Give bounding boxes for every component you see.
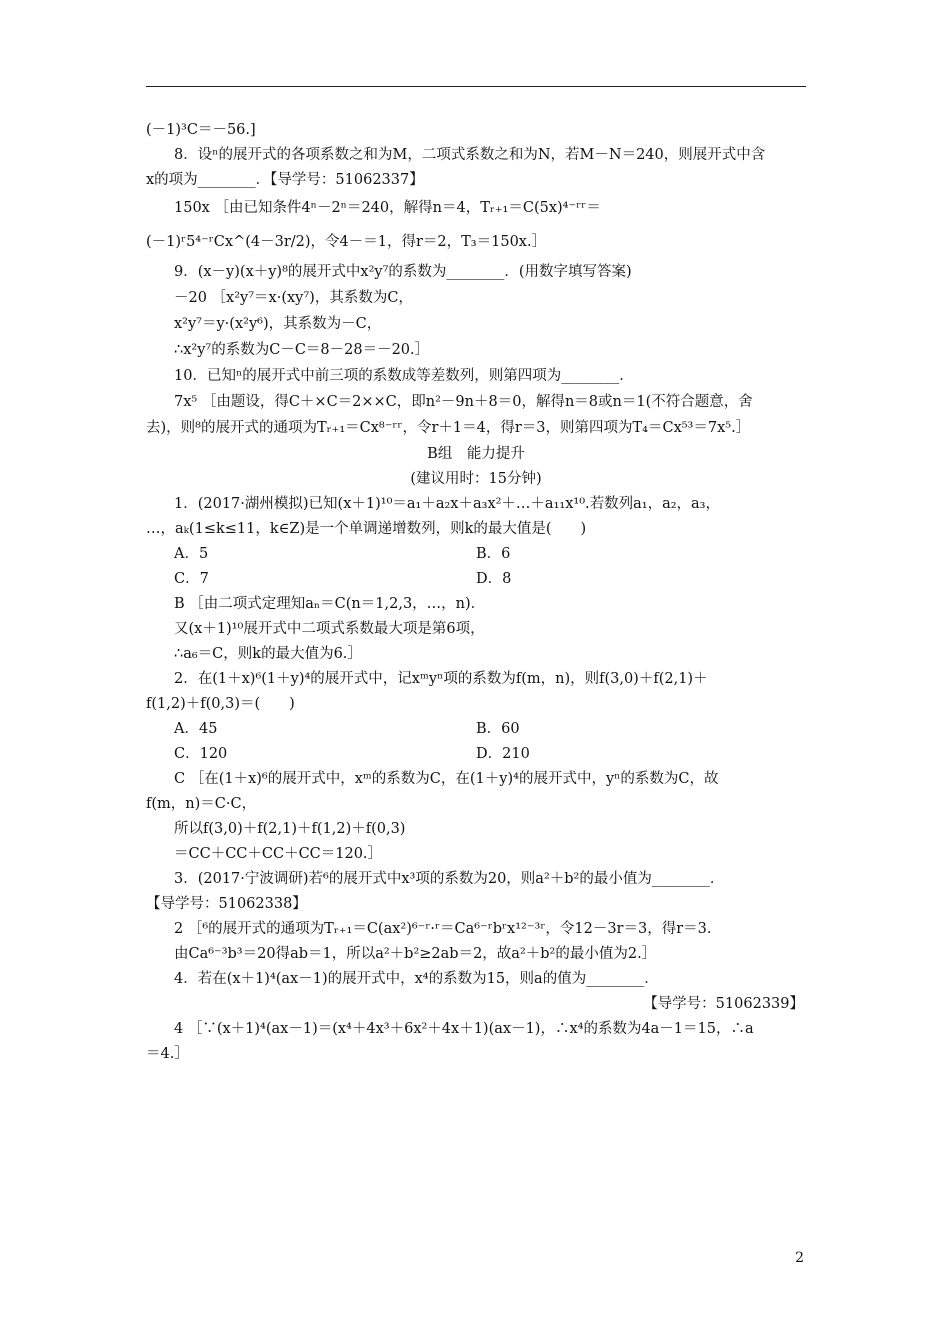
- option-b-text: D．210: [476, 746, 530, 762]
- header-rule: [146, 86, 806, 87]
- text-line: [174, 944, 656, 964]
- text-line: [146, 418, 750, 438]
- line-text: 7x⁵ ［由题设，得C＋×C＝2××C，即n²－9n＋8＝0，解得n＝8或n＝1(不符合题意，舍: [174, 394, 753, 410]
- text-line: [174, 919, 711, 939]
- text-line: [174, 340, 429, 360]
- line-text: 【导学号：51062338】: [146, 896, 307, 912]
- line-text: x的项为________．【导学号：51062337】: [146, 172, 424, 188]
- line-text: 2．在(1＋x)⁶(1＋y)⁴的展开式中，记xᵐyⁿ项的系数为f(m，n)，则f(3,0)＋f(2,1)＋: [174, 671, 708, 687]
- text-line: [146, 469, 806, 489]
- text-line: [174, 145, 765, 165]
- line-text: 1．(2017·湖州模拟)已知(x＋1)¹⁰＝a₁＋a₂x＋a₃x²＋…＋a₁₁x¹⁰.若数列a₁，a₂，a₃，: [174, 496, 720, 512]
- text-line: [174, 819, 405, 839]
- text-line: [174, 619, 485, 639]
- line-text: A．5: [174, 546, 209, 562]
- text-line: [146, 170, 424, 190]
- line-text: 10．已知ⁿ的展开式中前三项的系数成等差数列，则第四项为________．: [174, 368, 634, 384]
- text-line: [174, 569, 512, 589]
- text-line: [174, 544, 511, 564]
- line-text: B组 能力提升: [427, 446, 525, 462]
- line-text: 去)，则⁸的展开式的通项为Tᵣ₊₁＝Cx⁸⁻ʳʳ，令r＋1＝4，得r＝3，则第四项为T₄＝Cx⁵³＝7x⁵.］: [146, 420, 751, 436]
- text-line: [146, 120, 256, 140]
- line-text: ＝CC＋CC＋CC＋CC＝120.］: [174, 846, 383, 862]
- text-line: [146, 519, 586, 539]
- line-text: 4．若在(x＋1)⁴(ax－1)的展开式中，x⁴的系数为15，则a的值为________．: [174, 971, 659, 987]
- option-b-text: B．60: [476, 721, 520, 737]
- line-text: (－1)³C＝－56.]: [146, 122, 256, 138]
- text-line: [174, 366, 634, 386]
- line-text: 又(x＋1)¹⁰展开式中二项式系数最大项是第6项，: [174, 621, 485, 637]
- text-line: [174, 314, 381, 334]
- text-line: [146, 444, 806, 464]
- text-line: [174, 644, 362, 664]
- line-text: 9．(x－y)(x＋y)⁸的展开式中x²y⁷的系数为________．(用数字填写答案): [174, 264, 632, 280]
- line-text: 所以f(3,0)＋f(2,1)＋f(1,2)＋f(0,3): [174, 821, 406, 837]
- text-line: [146, 232, 546, 252]
- text-line: [174, 719, 520, 739]
- text-line: [174, 844, 382, 864]
- line-text: …，aₖ(1≤k≤11，k∈Z)是一个单调递增数列，则k的最大值是( ): [146, 521, 587, 537]
- line-text: ＝4.］: [146, 1046, 189, 1062]
- text-line: [174, 198, 601, 218]
- line-text: 3．(2017·宁波调研)若⁶的展开式中x³项的系数为20，则a²＋b²的最小值为________．: [174, 871, 725, 887]
- line-text: C ［在(1＋x)⁶的展开式中，xᵐ的系数为C，在(1＋y)⁴的展开式中，yⁿ的系数为C，故: [174, 771, 719, 787]
- text-line: [174, 392, 753, 412]
- line-text: 2 ［⁶的展开式的通项为Tᵣ₊₁＝C(ax²)⁶⁻ʳ·ʳ＝Ca⁶⁻ʳbʳx¹²⁻³ʳ，令12－3r＝3，得r＝3.: [174, 921, 712, 937]
- text-line: [146, 694, 295, 714]
- line-text: C．120: [174, 746, 228, 762]
- line-text: ∴x²y⁷的系数为C－C＝8－28＝－20.］: [174, 342, 430, 358]
- text-line: [643, 994, 804, 1014]
- line-text: 【导学号：51062339】: [643, 996, 804, 1012]
- text-line: [146, 794, 256, 814]
- text-line: [174, 869, 724, 889]
- text-line: [174, 594, 485, 614]
- text-line: [174, 494, 720, 514]
- text-line: [174, 744, 530, 764]
- line-text: 150x ［由已知条件4ⁿ－2ⁿ＝240，解得n＝4，Tᵣ₊₁＝C(5x)⁴⁻ʳʳ＝: [174, 200, 601, 216]
- line-text: f(1,2)＋f(0,3)＝( ): [146, 696, 295, 712]
- text-line: [174, 262, 632, 282]
- option-b-text: D．8: [476, 571, 512, 587]
- line-text: 4 ［∵(x＋1)⁴(ax－1)＝(x⁴＋4x³＋6x²＋4x＋1)(ax－1)，∴x⁴的系数为4a－1＝15，∴a: [174, 1021, 754, 1037]
- text-line: [146, 894, 307, 914]
- line-text: A．45: [174, 721, 218, 737]
- line-text: C．7: [174, 571, 209, 587]
- line-text: f(m，n)＝C·C，: [146, 796, 257, 812]
- text-line: [174, 669, 708, 689]
- line-text: 由Ca⁶⁻³b³＝20得ab＝1，所以a²＋b²≥2ab＝2，故a²＋b²的最小值为2.］: [174, 946, 657, 962]
- text-line: [174, 769, 719, 789]
- line-text: B ［由二项式定理知aₙ＝C(n＝1,2,3，…，n)．: [174, 596, 486, 612]
- text-line: [174, 1019, 754, 1039]
- text-line: [174, 288, 413, 308]
- text-line: [146, 1044, 189, 1064]
- line-text: (－1)ʳ5⁴⁻ʳCx^(4－3r/2)，令4－＝1，得r＝2，T₃＝150x.］: [146, 234, 547, 250]
- line-text: ∴a₆＝C，则k的最大值为6.］: [174, 646, 362, 662]
- line-text: x²y⁷＝y·(x²y⁶)，其系数为－C，: [174, 316, 382, 332]
- text-line: [174, 969, 659, 989]
- line-text: －20 ［x²y⁷＝x·(xy⁷)，其系数为C，: [174, 290, 413, 306]
- page-number: 2: [795, 1250, 804, 1266]
- line-text: 8．设ⁿ的展开式的各项系数之和为M，二项式系数之和为N，若M－N＝240，则展开式中含: [174, 147, 766, 163]
- line-text: (建议用时：15分钟): [410, 471, 542, 487]
- option-b-text: B．6: [476, 546, 511, 562]
